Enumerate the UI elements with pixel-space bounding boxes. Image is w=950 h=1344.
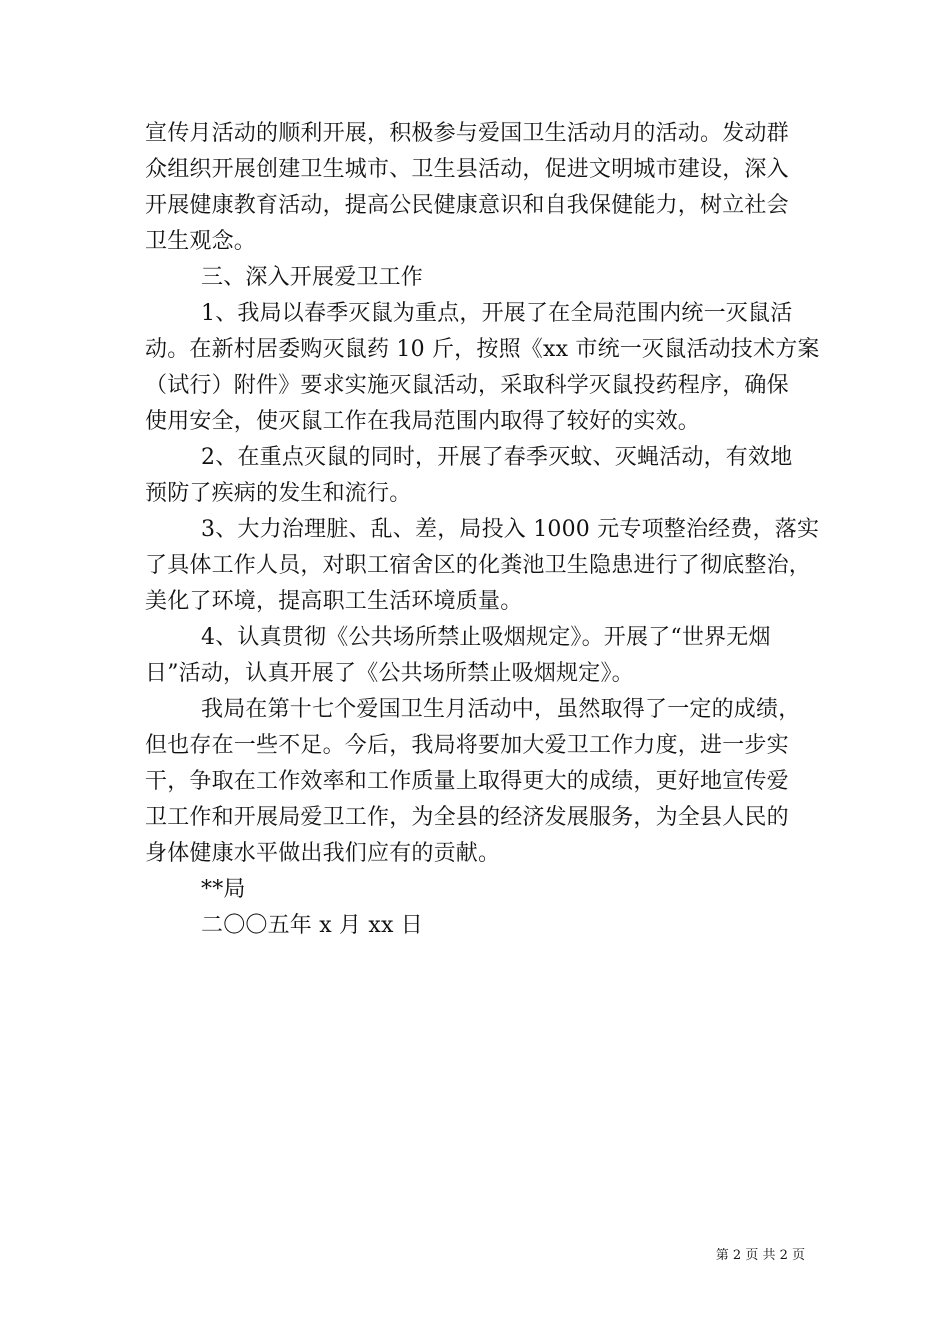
text-line: 4、认真贯彻《公共场所禁止吸烟规定》。开展了“世界无烟 bbox=[201, 625, 771, 650]
signature-org: **局 bbox=[201, 877, 246, 902]
text-line: 众组织开展创建卫生城市、卫生县活动，促进文明城市建设，深入 bbox=[145, 157, 789, 182]
text-line: 2、在重点灭鼠的同时，开展了春季灭蚊、灭蝇活动，有效地 bbox=[201, 445, 793, 470]
text-line: 我局在第十七个爱国卫生月活动中，虽然取得了一定的成绩， bbox=[201, 697, 801, 722]
text-line: 卫生观念。 bbox=[145, 229, 257, 254]
text-line: 1、我局以春季灭鼠为重点，开展了在全局范围内统一灭鼠活 bbox=[201, 301, 793, 326]
text-line: 开展健康教育活动，提高公民健康意识和自我保健能力，树立社会 bbox=[145, 193, 789, 218]
text-line: （试行）附件》要求实施灭鼠活动，采取科学灭鼠投药程序，确保 bbox=[145, 373, 789, 398]
section-heading: 三、深入开展爱卫工作 bbox=[201, 265, 424, 290]
text-line: 但也存在一些不足。今后，我局将要加大爱卫工作力度，进一步实 bbox=[145, 733, 789, 758]
text-line: 卫工作和开展局爱卫工作，为全县的经济发展服务，为全县人民的 bbox=[145, 805, 789, 830]
text-line: 宣传月活动的顺利开展，积极参与爱国卫生活动月的活动。发动群 bbox=[145, 121, 789, 146]
text-line: 动。在新村居委购灭鼠药 10 斤，按照《xx 市统一灭鼠活动技术方案 bbox=[145, 337, 820, 362]
text-line: 日”活动，认真开展了《公共场所禁止吸烟规定》。 bbox=[145, 661, 634, 686]
text-line: 预防了疾病的发生和流行。 bbox=[145, 481, 412, 506]
page-number-footer: 第 2 页 共 2 页 bbox=[715, 1248, 805, 1263]
text-line: 3、大力治理脏、乱、差，局投入 1000 元专项整治经费，落实 bbox=[201, 517, 820, 542]
text-line: 美化了环境，提高职工生活环境质量。 bbox=[145, 589, 523, 614]
text-line: 使用安全，使灭鼠工作在我局范围内取得了较好的实效。 bbox=[145, 409, 701, 434]
signature-date: 二〇〇五年 x 月 xx 日 bbox=[201, 913, 423, 938]
text-line: 身体健康水平做出我们应有的贡献。 bbox=[145, 841, 501, 866]
text-line: 了具体工作人员，对职工宿舍区的化粪池卫生隐患进行了彻底整治， bbox=[145, 553, 812, 578]
text-line: 干，争取在工作效率和工作质量上取得更大的成绩，更好地宣传爱 bbox=[145, 769, 789, 794]
document-body bbox=[145, 116, 820, 944]
